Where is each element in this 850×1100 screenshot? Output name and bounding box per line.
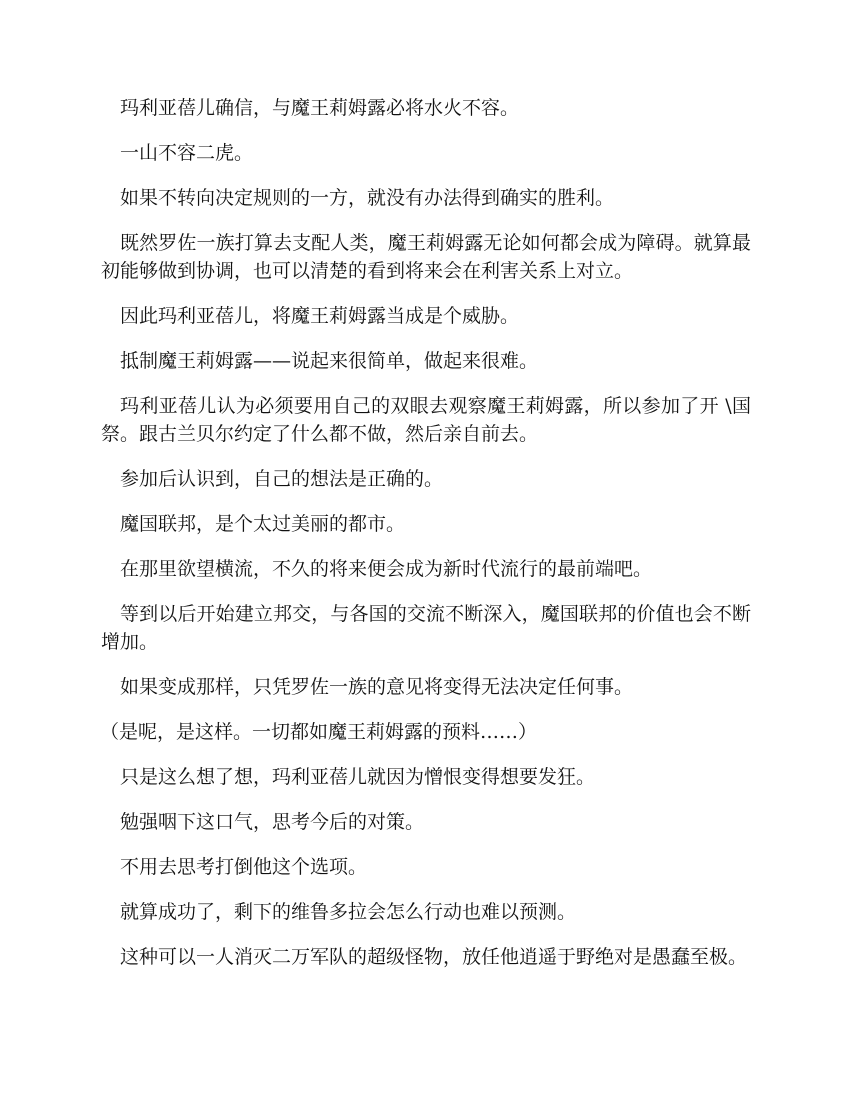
paragraph-18: 这种可以一人消灭二万军队的超级怪物，放任他逍遥于野绝对是愚蠢至极。 xyxy=(120,946,748,968)
paragraph-15: 勉强咽下这口气，思考今后的对策。 xyxy=(120,811,425,833)
paragraph-4: 既然罗佐一族打算去支配人类，魔王莉姆露无论如何都会成为障碍。就算最初能够做到协调，也可以清楚的看到将来会在利害关系上对立。 xyxy=(101,232,751,282)
paragraph-2: 一山不容二虎。 xyxy=(120,142,254,164)
paragraph-10: 在那里欲望横流，不久的将来便会成为新时代流行的最前端吧。 xyxy=(120,558,653,580)
paragraph-7: 玛利亚蓓儿认为必须要用自己的双眼去观察魔王莉姆露，所以参加了开 \国祭。跟古兰贝尔约定了什么都不做，然后亲自前去。 xyxy=(101,395,751,445)
paragraph-16: 不用去思考打倒他这个选项。 xyxy=(120,856,368,878)
paragraph-13-thought: （是呢，是这样。一切都如魔王莉姆露的预料……） xyxy=(100,721,538,743)
paragraph-5: 因此玛利亚蓓儿，将魔王莉姆露当成是个威胁。 xyxy=(120,305,520,327)
paragraph-14: 只是这么想了想，玛利亚蓓儿就因为憎恨变得想要发狂。 xyxy=(120,766,596,788)
paragraph-3: 如果不转向决定规则的一方，就没有办法得到确实的胜利。 xyxy=(120,187,615,209)
paragraph-11: 等到以后开始建立邦交，与各国的交流不断深入，魔国联邦的价值也会不断增加。 xyxy=(101,603,751,653)
paragraph-6: 抵制魔王莉姆露——说起来很简单，做起来很难。 xyxy=(120,350,539,372)
paragraph-8: 参加后认识到，自己的想法是正确的。 xyxy=(120,468,444,490)
paragraph-17: 就算成功了，剩下的维鲁多拉会怎么行动也难以预测。 xyxy=(120,901,577,923)
paragraph-12: 如果变成那样，只凭罗佐一族的意见将变得无法决定任何事。 xyxy=(120,676,634,698)
paragraph-1: 玛利亚蓓儿确信，与魔王莉姆露必将水火不容。 xyxy=(120,97,520,119)
paragraph-9: 魔国联邦，是个太过美丽的都市。 xyxy=(120,513,406,535)
